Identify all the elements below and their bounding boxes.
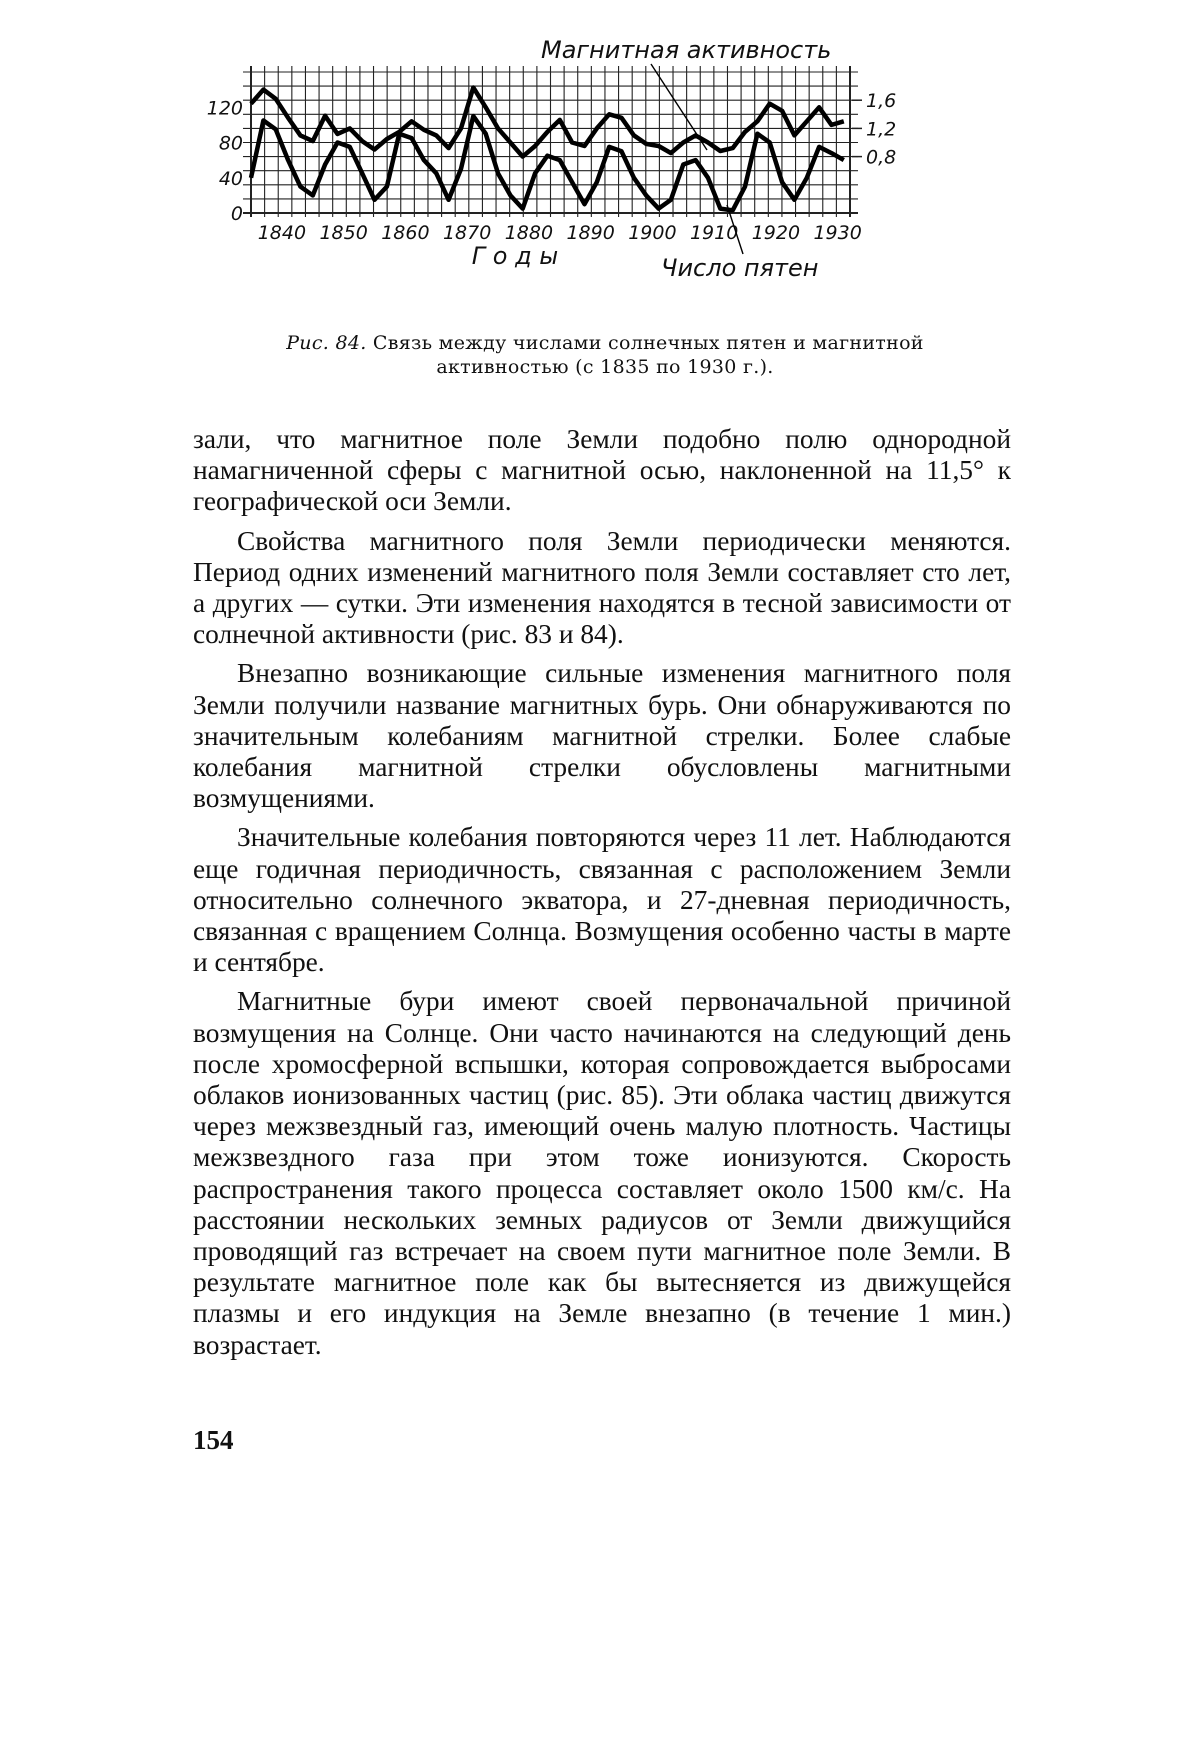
x-tick-label: 1850 bbox=[319, 222, 367, 244]
caption-line-2: активностью (с 1835 по 1930 г.). bbox=[225, 355, 985, 379]
paragraph-4: Значительные колебания повторяются через 11 лет. Наблюдаются еще годичная периодичность, связанная с расположением Земли относительно солнечного экватора, и 27-дневная периодичность, связанная с вращением Солнца. Возмущения особенно часты в марте и сентябре. bbox=[193, 822, 1011, 978]
caption-text-1: Связь между числами солнечных пятен и магнитной bbox=[373, 332, 924, 354]
y-tick-label-right: 1,6 bbox=[866, 90, 896, 112]
paragraph-5: Магнитные бури имеют своей первоначальной причиной возмущения на Солнце. Они часто начинаются на следующий день после хромосферной вспышки, которая сопровождается выбросами облаков ионизованных частиц (рис. 85). Эти облака частиц движутся через межзвездный газ, имеющий очень малую плотность. Частицы межзвездного газа при этом тоже ионизуются. Скорость распространения такого процесса составляет около 1500 км/с. На расстоянии нескольких земных радиусов от Земли движущийся проводящий газ встречает на своем пути магнитное поле Земли. В результате магнитное поле как бы вытесняется из движущейся плазмы и его индукция на Земле внезапно (в течение 1 мин.) возрастает. bbox=[193, 986, 1011, 1360]
y-tick-label-right: 0,8 bbox=[866, 147, 896, 169]
paragraph-1: зали, что магнитное поле Земли подобно полю однородной намагниченной сферы с магнитной осью, наклоненной на 11,5° к географической оси Земли. bbox=[193, 424, 1011, 518]
sunspot-magnetic-chart bbox=[215, 40, 975, 315]
sunspot-number-annotation: Число пятен bbox=[661, 254, 818, 282]
x-tick-label: 1920 bbox=[752, 222, 800, 244]
y-tick-label-left: 80 bbox=[219, 133, 243, 155]
figure-84 bbox=[215, 40, 975, 315]
body-text bbox=[193, 424, 1011, 1361]
figure-caption bbox=[225, 331, 985, 379]
x-tick-label: 1870 bbox=[443, 222, 491, 244]
x-axis-label: Г о д ы bbox=[472, 242, 558, 270]
magnetic-activity-annotation: Магнитная активность bbox=[541, 36, 831, 64]
y-tick-label-left: 40 bbox=[219, 168, 243, 190]
caption-line-1 bbox=[225, 331, 985, 355]
figure-number: Рис. 84. bbox=[286, 332, 366, 354]
y-tick-label-left: 0 bbox=[231, 203, 243, 225]
x-tick-label: 1880 bbox=[505, 222, 553, 244]
paragraph-3: Внезапно возникающие сильные изменения магнитного поля Земли получили название магнитных бурь. Они обнаруживаются по значительным колебаниям магнитной стрелки. Более слабые колебания магнитной стрелки обусловлены магнитными возмущениями. bbox=[193, 658, 1011, 814]
paragraph-2: Свойства магнитного поля Земли периодически меняются. Период одних изменений магнитного поля Земли составляет сто лет, а других — сутки. Эти изменения находятся в тесной зависимости от солнечной активности (рис. 83 и 84). bbox=[193, 526, 1011, 651]
page-number: 154 bbox=[193, 1425, 234, 1456]
x-tick-label: 1860 bbox=[381, 222, 429, 244]
x-tick-label: 1840 bbox=[258, 222, 306, 244]
y-tick-label-right: 1,2 bbox=[866, 118, 896, 140]
x-tick-label: 1910 bbox=[690, 222, 738, 244]
x-tick-label: 1890 bbox=[566, 222, 614, 244]
y-tick-label-left: 120 bbox=[207, 97, 243, 119]
x-tick-label: 1930 bbox=[813, 222, 861, 244]
x-tick-label: 1900 bbox=[628, 222, 676, 244]
